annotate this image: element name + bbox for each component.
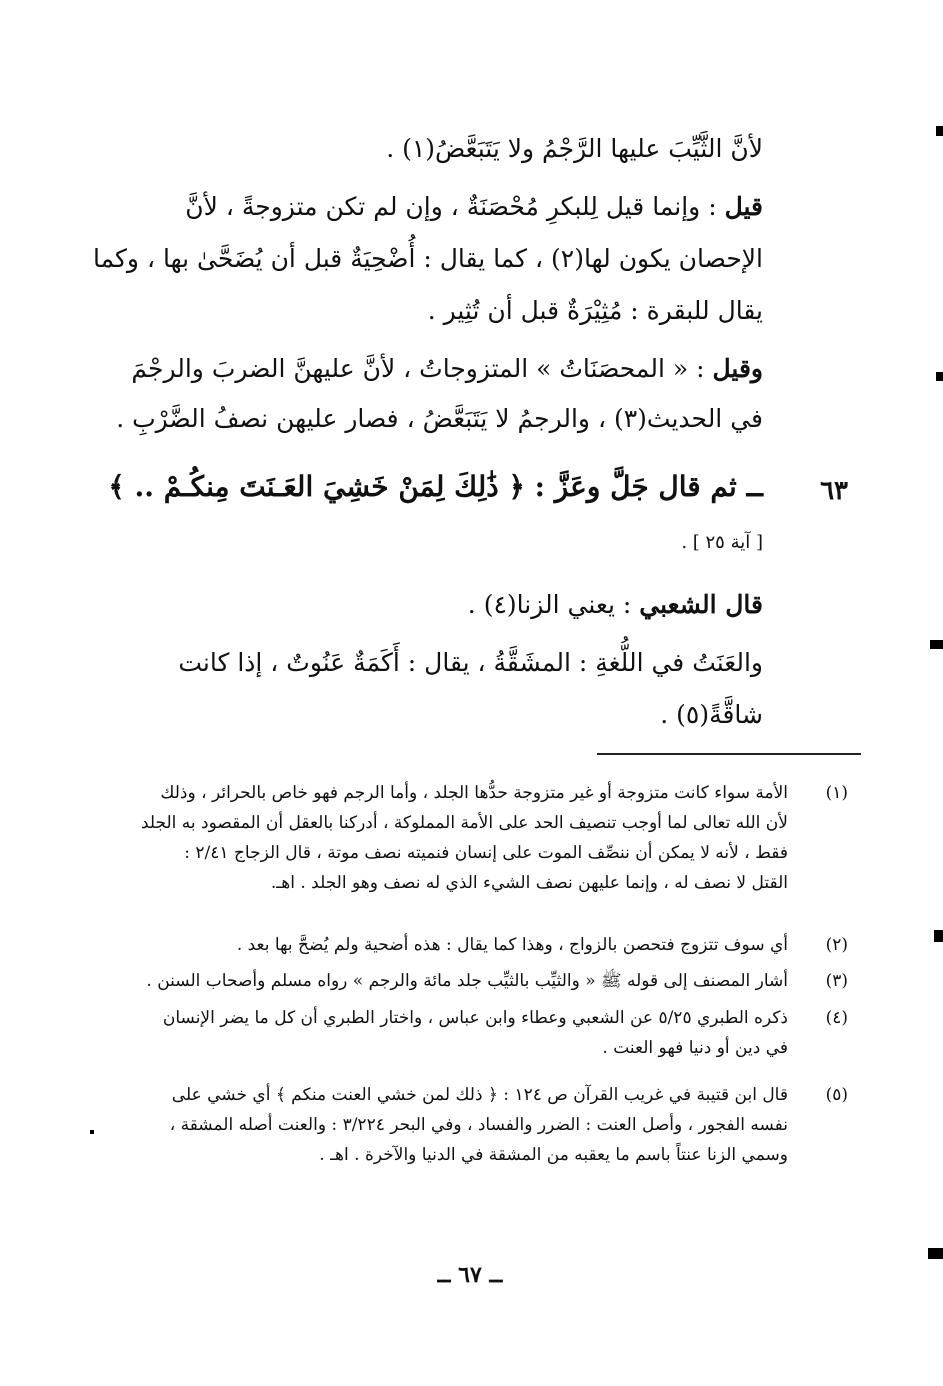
footnote-line: قال ابن قتيبة في غريب القرآن ص ١٢٤ : ﴿ ذلك لمن خشي العنت منكم ﴾ أي خشي على (171, 1085, 788, 1105)
footnote-number: (١) (825, 783, 848, 803)
verse-heading: ــ ثم قال جَلَّ وعَزَّ : ﴿ ذَٰلِكَ لِمَنْ خَشِيَ العَـنَتَ مِنكُـمْ .. ﴾ (108, 470, 763, 503)
footnote-number: (٢) (825, 935, 848, 955)
shabi-label: قال الشعبي (639, 590, 763, 619)
footnote-2 (98, 930, 848, 960)
paragraph-waqila-line-1 (103, 352, 763, 386)
scan-edge-mark (936, 372, 943, 381)
scan-edge-mark (928, 1248, 943, 1259)
page-number: ــ ٦٧ ــ (437, 1262, 503, 1288)
footnote-1 (98, 778, 848, 898)
paragraph-anat-line-1: والعَنَتُ في اللُّغةِ : المشَقَّةُ ، يقال : أَكَمَةٌ عَنُوتٌ ، إذا كانت (178, 648, 763, 677)
shabi-text: : يعني الزنا(٤) . (467, 590, 640, 619)
footnote-3 (98, 966, 848, 996)
scan-edge-mark (930, 640, 943, 649)
footnote-line: وسمي الزنا عنتاً باسم ما يعقبه من المشقة في الدنيا والآخرة . اهـ . (319, 1145, 788, 1165)
scan-dot-mark (90, 1130, 94, 1134)
verse-number: ٦٣ (820, 476, 848, 506)
footnote-line: نفسه الفجور ، وأصل العنت : الضرر والفساد ، وفي البحر ٣/٢٢٤ : والعنت أصله المشقة ، (169, 1115, 788, 1135)
qila-text: : وإنما قيل لِلبكرِ مُحْصَنَةٌ ، وإن لم تكن متزوجةً ، لأنَّ (185, 192, 725, 221)
paragraph-qila-line-2: الإحصان يكون لها(٢) ، كما يقال : أُضْحِيَةٌ قبل أن يُضَحَّىٰ بها ، وكما (92, 244, 763, 273)
footnote-line: أشار المصنف إلى قوله ﷺ « والثيِّب بالثيِّب جلد مائة والرجم » رواه مسلم وأصحاب السنن . (146, 971, 788, 991)
paragraph-anat-line-2: شاقَّةً(٥) . (660, 700, 763, 729)
footnote-line: ذكره الطبري ٥/٢٥ عن الشعبي وعطاء وابن عباس ، واختار الطبري أن كل ما يضر الإنسان (162, 1008, 788, 1028)
scan-edge-mark (934, 930, 943, 942)
waqila-label: وقيل (712, 354, 763, 383)
footnote-number: (٤) (825, 1008, 848, 1028)
scan-edge-mark (936, 126, 943, 136)
footnote-4 (98, 1003, 848, 1063)
footnote-5 (98, 1080, 848, 1170)
footnote-line: فقط ، لأنه لا يمكن أن ننصِّف الموت على إنسان فنميته نصف موتة ، قال الزجاج ٢/٤١ : (184, 843, 788, 863)
footnote-line: الأمة سواء كانت متزوجة أو غير متزوجة حدُّها الجلد ، وأما الرجم فهو خاص بالحرائر ، وذلك (160, 783, 788, 803)
paragraph-qila-line-1 (103, 190, 763, 224)
waqila-text: : « المحصَنَاتُ » المتزوجاتُ ، لأنَّ عليهنَّ الضربَ والرجْمَ (131, 354, 713, 383)
footnote-number: (٥) (825, 1085, 848, 1105)
qila-label: قيل (724, 192, 763, 221)
footnote-line: أي سوف تتزوج فتحصن بالزواج ، وهذا كما يقال : هذه أضحية ولم يُضحَّ بها بعد . (236, 935, 788, 955)
footnote-line: القتل لا نصف له ، وإنما عليهن نصف الشيء الذي له نصف وهو الجلد . اهـ. (270, 873, 788, 893)
main-line-1: لأنَّ الثَّيِّبَ عليها الرَّجْمُ ولا يَتَبَعَّضُ(١) . (386, 134, 763, 163)
footnote-separator (597, 753, 861, 755)
footnote-number: (٣) (825, 971, 848, 991)
paragraph-qila-line-3: يقال للبقرة : مُثِيْرَةٌ قبل أن تُثِير . (427, 296, 763, 325)
footnote-line: لأن الله تعالى لما أوجب تنصيف الحد على الأمة المملوكة ، أدركنا بالعقل أن المقصود به الجلد (140, 813, 788, 833)
ayah-reference: [ آية ٢٥ ] . (681, 532, 763, 553)
paragraph-shabi (103, 588, 763, 622)
footnote-line: في دين أو دنيا فهو العنت . (602, 1038, 788, 1058)
paragraph-waqila-line-2: في الحديث(٣) ، والرجمُ لا يَتَبَعَّضُ ، فصار عليهن نصفُ الضَّرْبِ . (116, 404, 763, 433)
